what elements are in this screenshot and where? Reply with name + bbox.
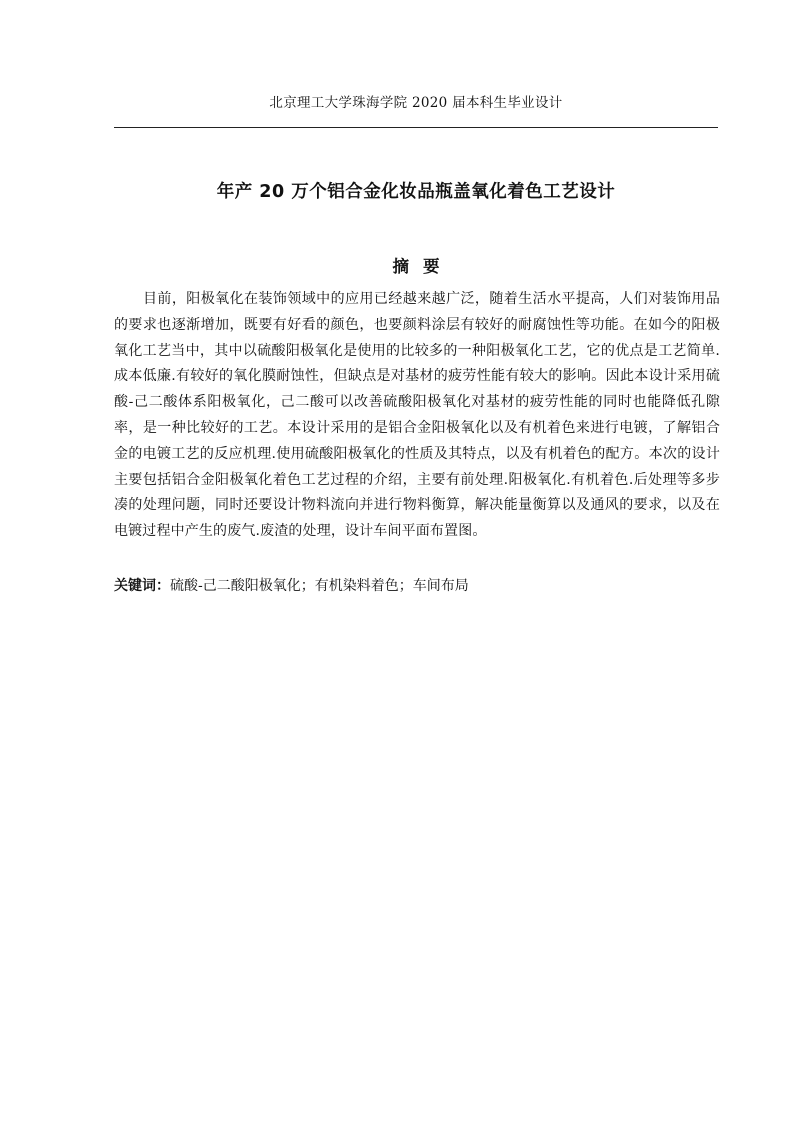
document-title: 年产 20 万个铝合金化妆品瓶盖氧化着色工艺设计 bbox=[216, 182, 616, 202]
abstract-body: 目前，阳极氧化在装饰领域中的应用已经越来越广泛，随着生活水平提高，人们对装饰用品的要求也逐渐增加，既要有好看的颜色，也要颜料涂层有较好的耐腐蚀性等功能。在如今的阳极氧化工艺当中，其中以硫酸阳极氧化是使用的比较多的一种阳极氧化工艺，它的优点是工艺简单.成本低廉.有较好的氧化膜耐蚀性，但缺点是对基材的疲劳性能有较大的影响。因此本设计采用硫酸-己二酸体系阳极氧化，己二酸可以改善硫酸阳极氧化对基材的疲劳性能的同时也能降低孔隙率，是一种比较好的工艺。本设计采用的是铝合金阳极氧化以及有机着色来进行电镀，了解铝合金的电镀工艺的反应机理.使用硫酸阳极氧化的性质及其特点，以及有机着色的配方。本次的设计主要包括铝合金阳极氧化着色工艺过程的介绍，主要有前处理.阳极氧化.有机着色.后处理等多步凑的处理问题，同时还要设计物料流向并进行物料衡算，解决能量衡算以及通风的要求，以及在电镀过程中产生的废气.废渣的处理，设计车间平面布置图。 bbox=[114, 291, 720, 540]
keywords-value: 硫酸-己二酸阳极氧化；有机染料着色；车间布局 bbox=[170, 578, 469, 594]
keywords-line bbox=[114, 574, 720, 600]
header-divider bbox=[114, 127, 718, 128]
abstract-heading: 摘要 bbox=[392, 257, 454, 276]
keywords-label: 关键词： bbox=[114, 578, 170, 594]
page-header: 北京理工大学珠海学院 2020 届本科生毕业设计 bbox=[269, 95, 563, 111]
